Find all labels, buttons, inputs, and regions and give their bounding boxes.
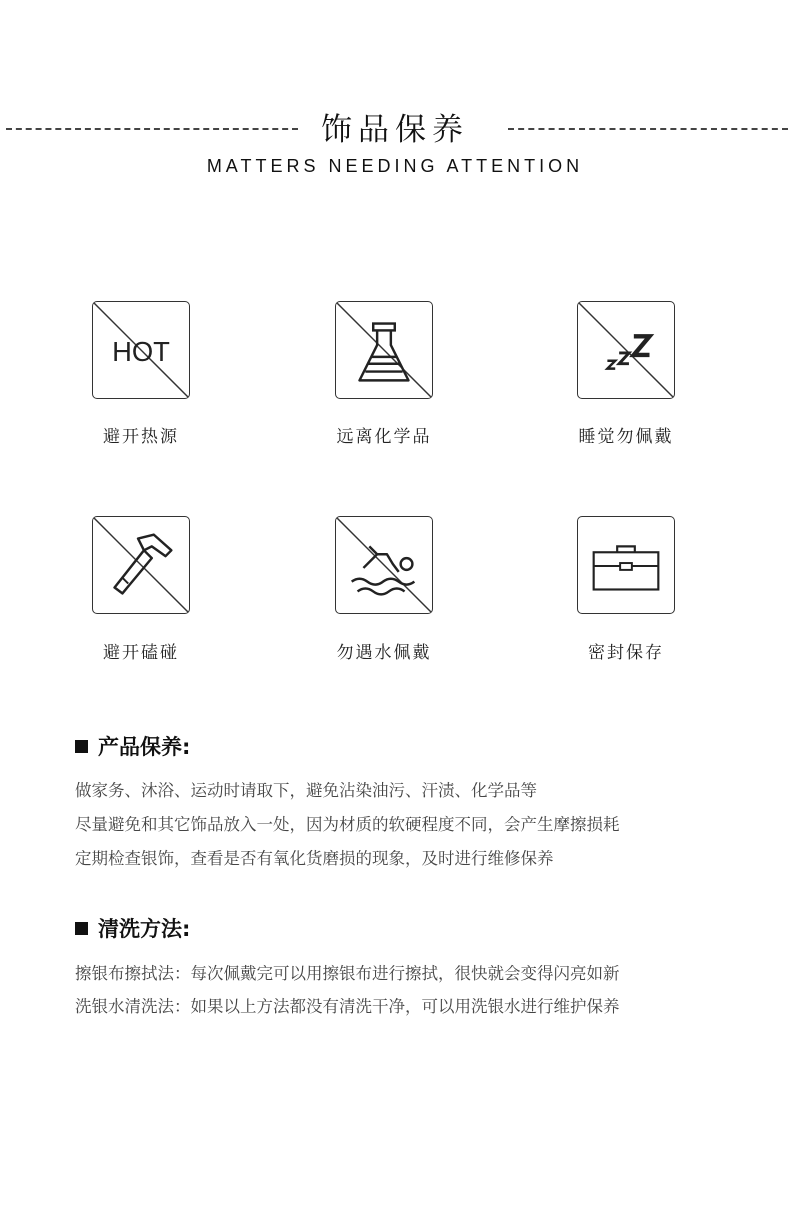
cleaning-line-2: 洗银水清洗法：如果以上方法都没有清洗干净，可以用洗银水进行维护保养 [75, 997, 620, 1016]
cleaning-line-1: 擦银布擦拭法：每次佩戴完可以用擦银布进行擦拭，很快就会变得闪亮如新 [75, 964, 620, 983]
icon-label-sleep: 睡觉勿佩戴 [578, 427, 674, 447]
box-icon [577, 516, 675, 614]
care-line-3: 定期检查银饰，查看是否有氧化货磨损的现象，及时进行维修保养 [75, 849, 554, 868]
cleaning-heading-text: 清洗方法: [98, 917, 191, 941]
care-heading-text: 产品保养: [98, 735, 191, 759]
care-line-2: 尽量避免和其它饰品放入一处，因为材质的软硬程度不同，会产生摩擦损耗 [75, 815, 620, 834]
icon-label-sealed: 密封保存 [588, 643, 664, 663]
page-title: 饰品保养 [321, 112, 469, 148]
sleep-icon [577, 301, 675, 399]
icon-label-chemicals: 远离化学品 [336, 427, 432, 447]
flask-icon [335, 301, 433, 399]
hot-icon-text: HOT [112, 335, 170, 367]
icon-label-bumps: 避开磕碰 [103, 643, 179, 663]
icon-label-heat: 避开热源 [103, 427, 179, 447]
cleaning-heading [75, 913, 190, 943]
icon-label-water: 勿遇水佩戴 [336, 643, 432, 663]
hot-icon [92, 301, 190, 399]
square-bullet-icon [75, 740, 88, 753]
hammer-icon [92, 516, 190, 614]
square-bullet-icon [75, 922, 88, 935]
care-line-1: 做家务、沐浴、运动时请取下，避免沾染油污、汗渍、化学品等 [75, 781, 537, 800]
care-heading [75, 731, 190, 761]
page-subtitle: MATTERS NEEDING ATTENTION [206, 156, 584, 176]
swim-icon [335, 516, 433, 614]
